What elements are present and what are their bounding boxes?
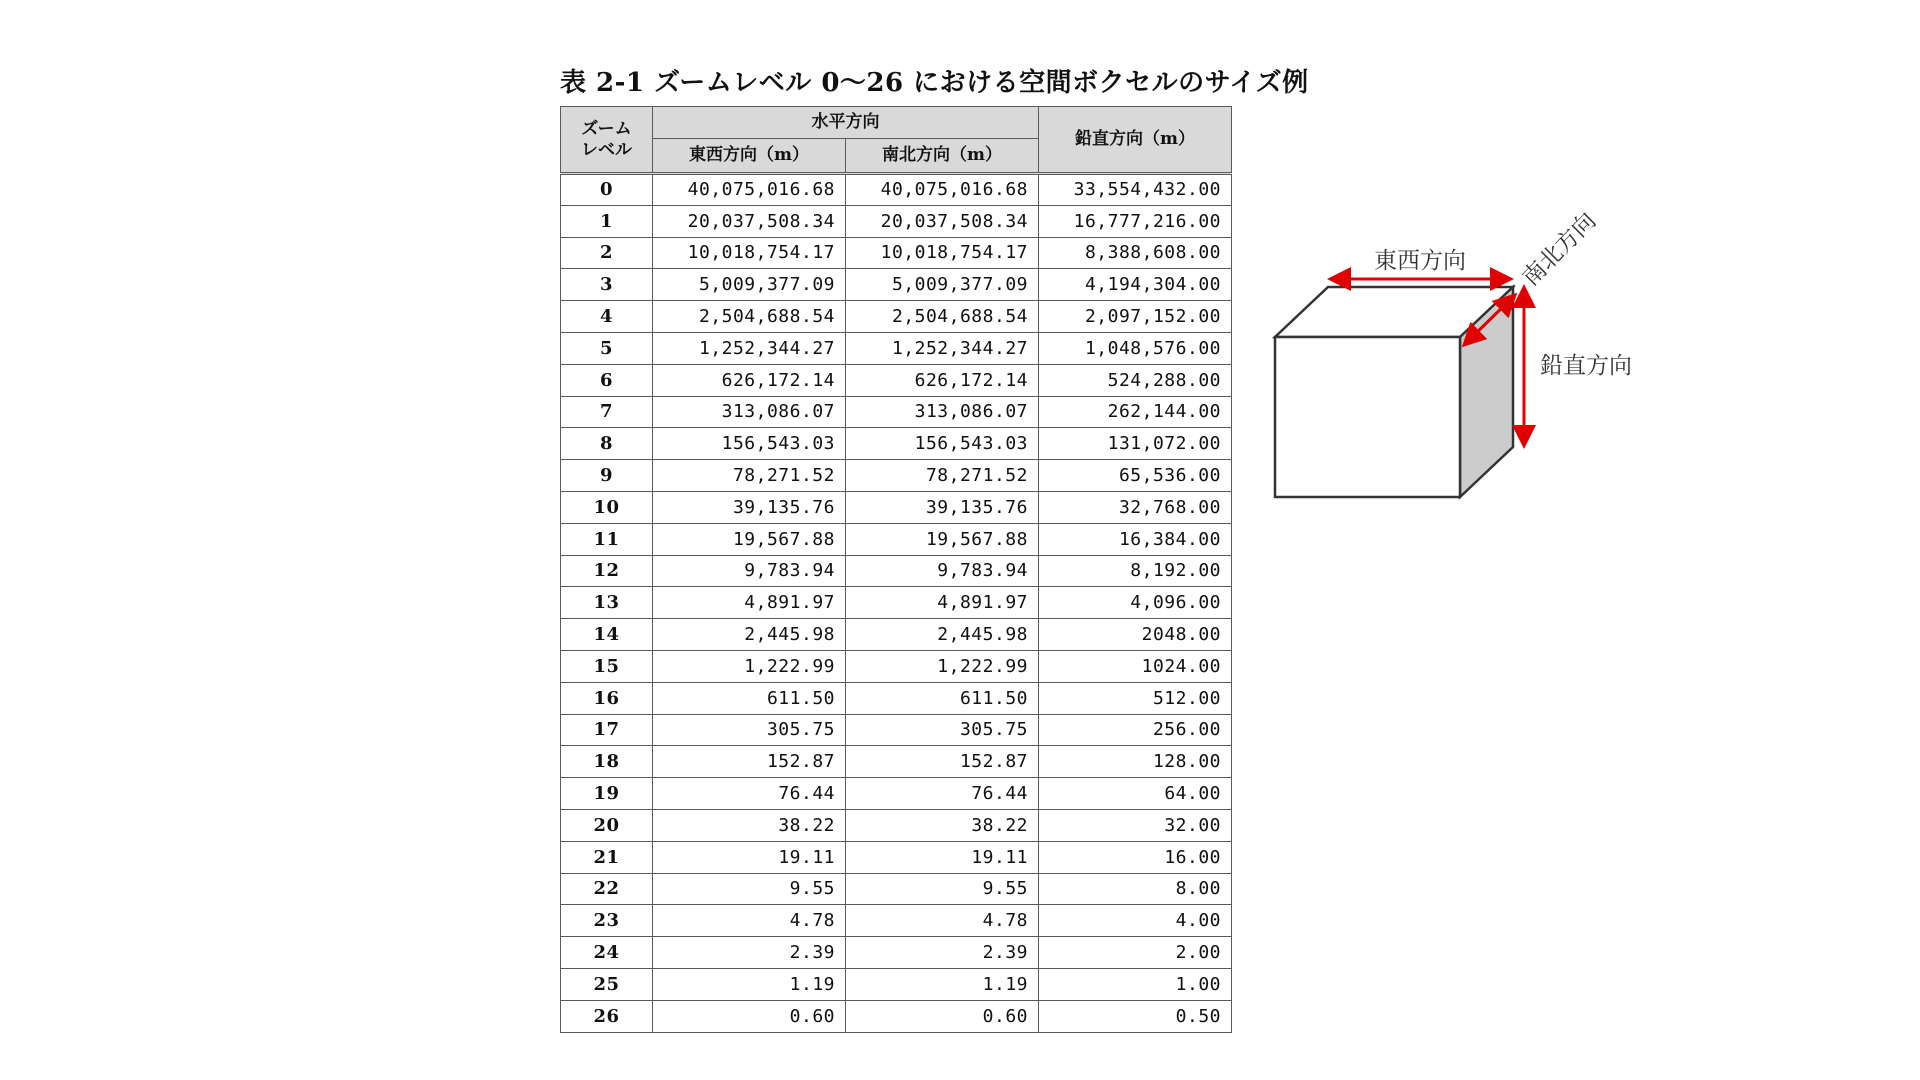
table-body bbox=[561, 174, 1232, 1033]
table-row bbox=[561, 491, 1232, 523]
table-row bbox=[561, 205, 1232, 237]
table-row bbox=[561, 937, 1232, 969]
table-row bbox=[561, 364, 1232, 396]
cell-north-south: 156,543.03 bbox=[846, 428, 1039, 460]
cell-east-west: 1,222.99 bbox=[653, 650, 846, 682]
cell-vertical: 2,097,152.00 bbox=[1039, 301, 1232, 333]
cell-vertical: 0.50 bbox=[1039, 1000, 1232, 1032]
cell-vertical: 256.00 bbox=[1039, 714, 1232, 746]
cell-east-west: 313,086.07 bbox=[653, 396, 846, 428]
label-north-south: 南北方向 bbox=[1517, 207, 1602, 292]
cell-east-west: 1,252,344.27 bbox=[653, 332, 846, 364]
cell-zoom-level: 23 bbox=[561, 905, 653, 937]
cell-east-west: 5,009,377.09 bbox=[653, 269, 846, 301]
cell-zoom-level: 16 bbox=[561, 682, 653, 714]
cell-zoom-level: 13 bbox=[561, 587, 653, 619]
header-north-south: 南北方向（m） bbox=[846, 139, 1039, 174]
cell-east-west: 20,037,508.34 bbox=[653, 205, 846, 237]
cell-zoom-level: 0 bbox=[561, 174, 653, 206]
cell-vertical: 2.00 bbox=[1039, 937, 1232, 969]
cell-north-south: 313,086.07 bbox=[846, 396, 1039, 428]
cell-zoom-level: 2 bbox=[561, 237, 653, 269]
table-row bbox=[561, 714, 1232, 746]
cell-north-south: 305.75 bbox=[846, 714, 1039, 746]
cell-zoom-level: 8 bbox=[561, 428, 653, 460]
cell-zoom-level: 9 bbox=[561, 460, 653, 492]
cell-north-south: 626,172.14 bbox=[846, 364, 1039, 396]
cell-zoom-level: 1 bbox=[561, 205, 653, 237]
cell-zoom-level: 11 bbox=[561, 523, 653, 555]
table-row bbox=[561, 682, 1232, 714]
cell-east-west: 4.78 bbox=[653, 905, 846, 937]
cell-east-west: 4,891.97 bbox=[653, 587, 846, 619]
table-row bbox=[561, 1000, 1232, 1032]
cell-zoom-level: 14 bbox=[561, 619, 653, 651]
cell-east-west: 40,075,016.68 bbox=[653, 174, 846, 206]
cell-vertical: 8.00 bbox=[1039, 873, 1232, 905]
cell-north-south: 1,252,344.27 bbox=[846, 332, 1039, 364]
cell-east-west: 1.19 bbox=[653, 968, 846, 1000]
cube-front-face bbox=[1275, 337, 1460, 497]
cell-zoom-level: 22 bbox=[561, 873, 653, 905]
cell-vertical: 65,536.00 bbox=[1039, 460, 1232, 492]
cell-vertical: 16,384.00 bbox=[1039, 523, 1232, 555]
cell-vertical: 32.00 bbox=[1039, 809, 1232, 841]
cell-north-south: 76.44 bbox=[846, 778, 1039, 810]
table-row bbox=[561, 809, 1232, 841]
cell-zoom-level: 19 bbox=[561, 778, 653, 810]
cell-north-south: 9,783.94 bbox=[846, 555, 1039, 587]
cell-east-west: 19.11 bbox=[653, 841, 846, 873]
cell-east-west: 0.60 bbox=[653, 1000, 846, 1032]
header-east-west: 東西方向（m） bbox=[653, 139, 846, 174]
cell-vertical: 1,048,576.00 bbox=[1039, 332, 1232, 364]
table-row bbox=[561, 332, 1232, 364]
cell-east-west: 2,445.98 bbox=[653, 619, 846, 651]
table-row bbox=[561, 523, 1232, 555]
cell-zoom-level: 12 bbox=[561, 555, 653, 587]
cell-vertical: 128.00 bbox=[1039, 746, 1232, 778]
cell-zoom-level: 26 bbox=[561, 1000, 653, 1032]
cell-vertical: 4,194,304.00 bbox=[1039, 269, 1232, 301]
table-row bbox=[561, 555, 1232, 587]
cell-zoom-level: 21 bbox=[561, 841, 653, 873]
cell-north-south: 1,222.99 bbox=[846, 650, 1039, 682]
cell-vertical: 131,072.00 bbox=[1039, 428, 1232, 460]
cell-east-west: 9,783.94 bbox=[653, 555, 846, 587]
table-row bbox=[561, 301, 1232, 333]
label-east-west: 東西方向 bbox=[1374, 248, 1466, 274]
table-row bbox=[561, 778, 1232, 810]
cell-east-west: 2,504,688.54 bbox=[653, 301, 846, 333]
table-row bbox=[561, 269, 1232, 301]
cell-zoom-level: 10 bbox=[561, 491, 653, 523]
cell-north-south: 2,504,688.54 bbox=[846, 301, 1039, 333]
cell-east-west: 76.44 bbox=[653, 778, 846, 810]
cell-vertical: 524,288.00 bbox=[1039, 364, 1232, 396]
cell-east-west: 19,567.88 bbox=[653, 523, 846, 555]
cell-vertical: 2048.00 bbox=[1039, 619, 1232, 651]
cell-north-south: 78,271.52 bbox=[846, 460, 1039, 492]
cell-east-west: 10,018,754.17 bbox=[653, 237, 846, 269]
cell-north-south: 39,135.76 bbox=[846, 491, 1039, 523]
cell-north-south: 9.55 bbox=[846, 873, 1039, 905]
table-row bbox=[561, 237, 1232, 269]
table-row bbox=[561, 396, 1232, 428]
cell-zoom-level: 15 bbox=[561, 650, 653, 682]
cell-north-south: 152.87 bbox=[846, 746, 1039, 778]
cell-north-south: 2.39 bbox=[846, 937, 1039, 969]
table-row bbox=[561, 841, 1232, 873]
cell-north-south: 0.60 bbox=[846, 1000, 1039, 1032]
cell-east-west: 626,172.14 bbox=[653, 364, 846, 396]
cell-zoom-level: 24 bbox=[561, 937, 653, 969]
cell-vertical: 8,192.00 bbox=[1039, 555, 1232, 587]
cell-zoom-level: 20 bbox=[561, 809, 653, 841]
cell-north-south: 10,018,754.17 bbox=[846, 237, 1039, 269]
voxel-size-table bbox=[560, 106, 1232, 1033]
cell-vertical: 64.00 bbox=[1039, 778, 1232, 810]
cell-vertical: 33,554,432.00 bbox=[1039, 174, 1232, 206]
cell-zoom-level: 5 bbox=[561, 332, 653, 364]
cell-vertical: 4.00 bbox=[1039, 905, 1232, 937]
header-vertical: 鉛直方向（m） bbox=[1039, 107, 1232, 174]
voxel-cube-diagram bbox=[1260, 190, 1660, 520]
cell-north-south: 19.11 bbox=[846, 841, 1039, 873]
cell-north-south: 5,009,377.09 bbox=[846, 269, 1039, 301]
cell-east-west: 38.22 bbox=[653, 809, 846, 841]
cell-east-west: 39,135.76 bbox=[653, 491, 846, 523]
cell-vertical: 16,777,216.00 bbox=[1039, 205, 1232, 237]
cell-east-west: 611.50 bbox=[653, 682, 846, 714]
cell-north-south: 20,037,508.34 bbox=[846, 205, 1039, 237]
cell-north-south: 38.22 bbox=[846, 809, 1039, 841]
cell-zoom-level: 4 bbox=[561, 301, 653, 333]
cell-vertical: 32,768.00 bbox=[1039, 491, 1232, 523]
cell-east-west: 2.39 bbox=[653, 937, 846, 969]
cell-north-south: 2,445.98 bbox=[846, 619, 1039, 651]
cell-north-south: 1.19 bbox=[846, 968, 1039, 1000]
table-row bbox=[561, 619, 1232, 651]
cell-north-south: 40,075,016.68 bbox=[846, 174, 1039, 206]
header-horizontal: 水平方向 bbox=[653, 107, 1039, 139]
cell-north-south: 4,891.97 bbox=[846, 587, 1039, 619]
cell-vertical: 16.00 bbox=[1039, 841, 1232, 873]
cell-vertical: 1.00 bbox=[1039, 968, 1232, 1000]
cell-zoom-level: 6 bbox=[561, 364, 653, 396]
cell-east-west: 156,543.03 bbox=[653, 428, 846, 460]
cell-east-west: 305.75 bbox=[653, 714, 846, 746]
cell-zoom-level: 25 bbox=[561, 968, 653, 1000]
cell-vertical: 512.00 bbox=[1039, 682, 1232, 714]
cell-zoom-level: 18 bbox=[561, 746, 653, 778]
table-row bbox=[561, 428, 1232, 460]
cell-vertical: 4,096.00 bbox=[1039, 587, 1232, 619]
cell-north-south: 611.50 bbox=[846, 682, 1039, 714]
cell-zoom-level: 3 bbox=[561, 269, 653, 301]
cell-north-south: 19,567.88 bbox=[846, 523, 1039, 555]
table-row bbox=[561, 905, 1232, 937]
table-row bbox=[561, 746, 1232, 778]
cell-east-west: 152.87 bbox=[653, 746, 846, 778]
table-row bbox=[561, 650, 1232, 682]
label-vertical: 鉛直方向 bbox=[1540, 353, 1632, 379]
table-row bbox=[561, 873, 1232, 905]
table-row bbox=[561, 968, 1232, 1000]
table-row bbox=[561, 174, 1232, 206]
cell-east-west: 9.55 bbox=[653, 873, 846, 905]
cell-vertical: 262,144.00 bbox=[1039, 396, 1232, 428]
cell-north-south: 4.78 bbox=[846, 905, 1039, 937]
table-row bbox=[561, 587, 1232, 619]
cell-east-west: 78,271.52 bbox=[653, 460, 846, 492]
cell-zoom-level: 7 bbox=[561, 396, 653, 428]
cell-vertical: 8,388,608.00 bbox=[1039, 237, 1232, 269]
table-row bbox=[561, 460, 1232, 492]
cell-zoom-level: 17 bbox=[561, 714, 653, 746]
cell-vertical: 1024.00 bbox=[1039, 650, 1232, 682]
header-zoom-level: ズーム レベル bbox=[561, 107, 653, 174]
table-caption: 表 2-1 ズームレベル 0〜26 における空間ボクセルのサイズ例 bbox=[560, 68, 1309, 98]
